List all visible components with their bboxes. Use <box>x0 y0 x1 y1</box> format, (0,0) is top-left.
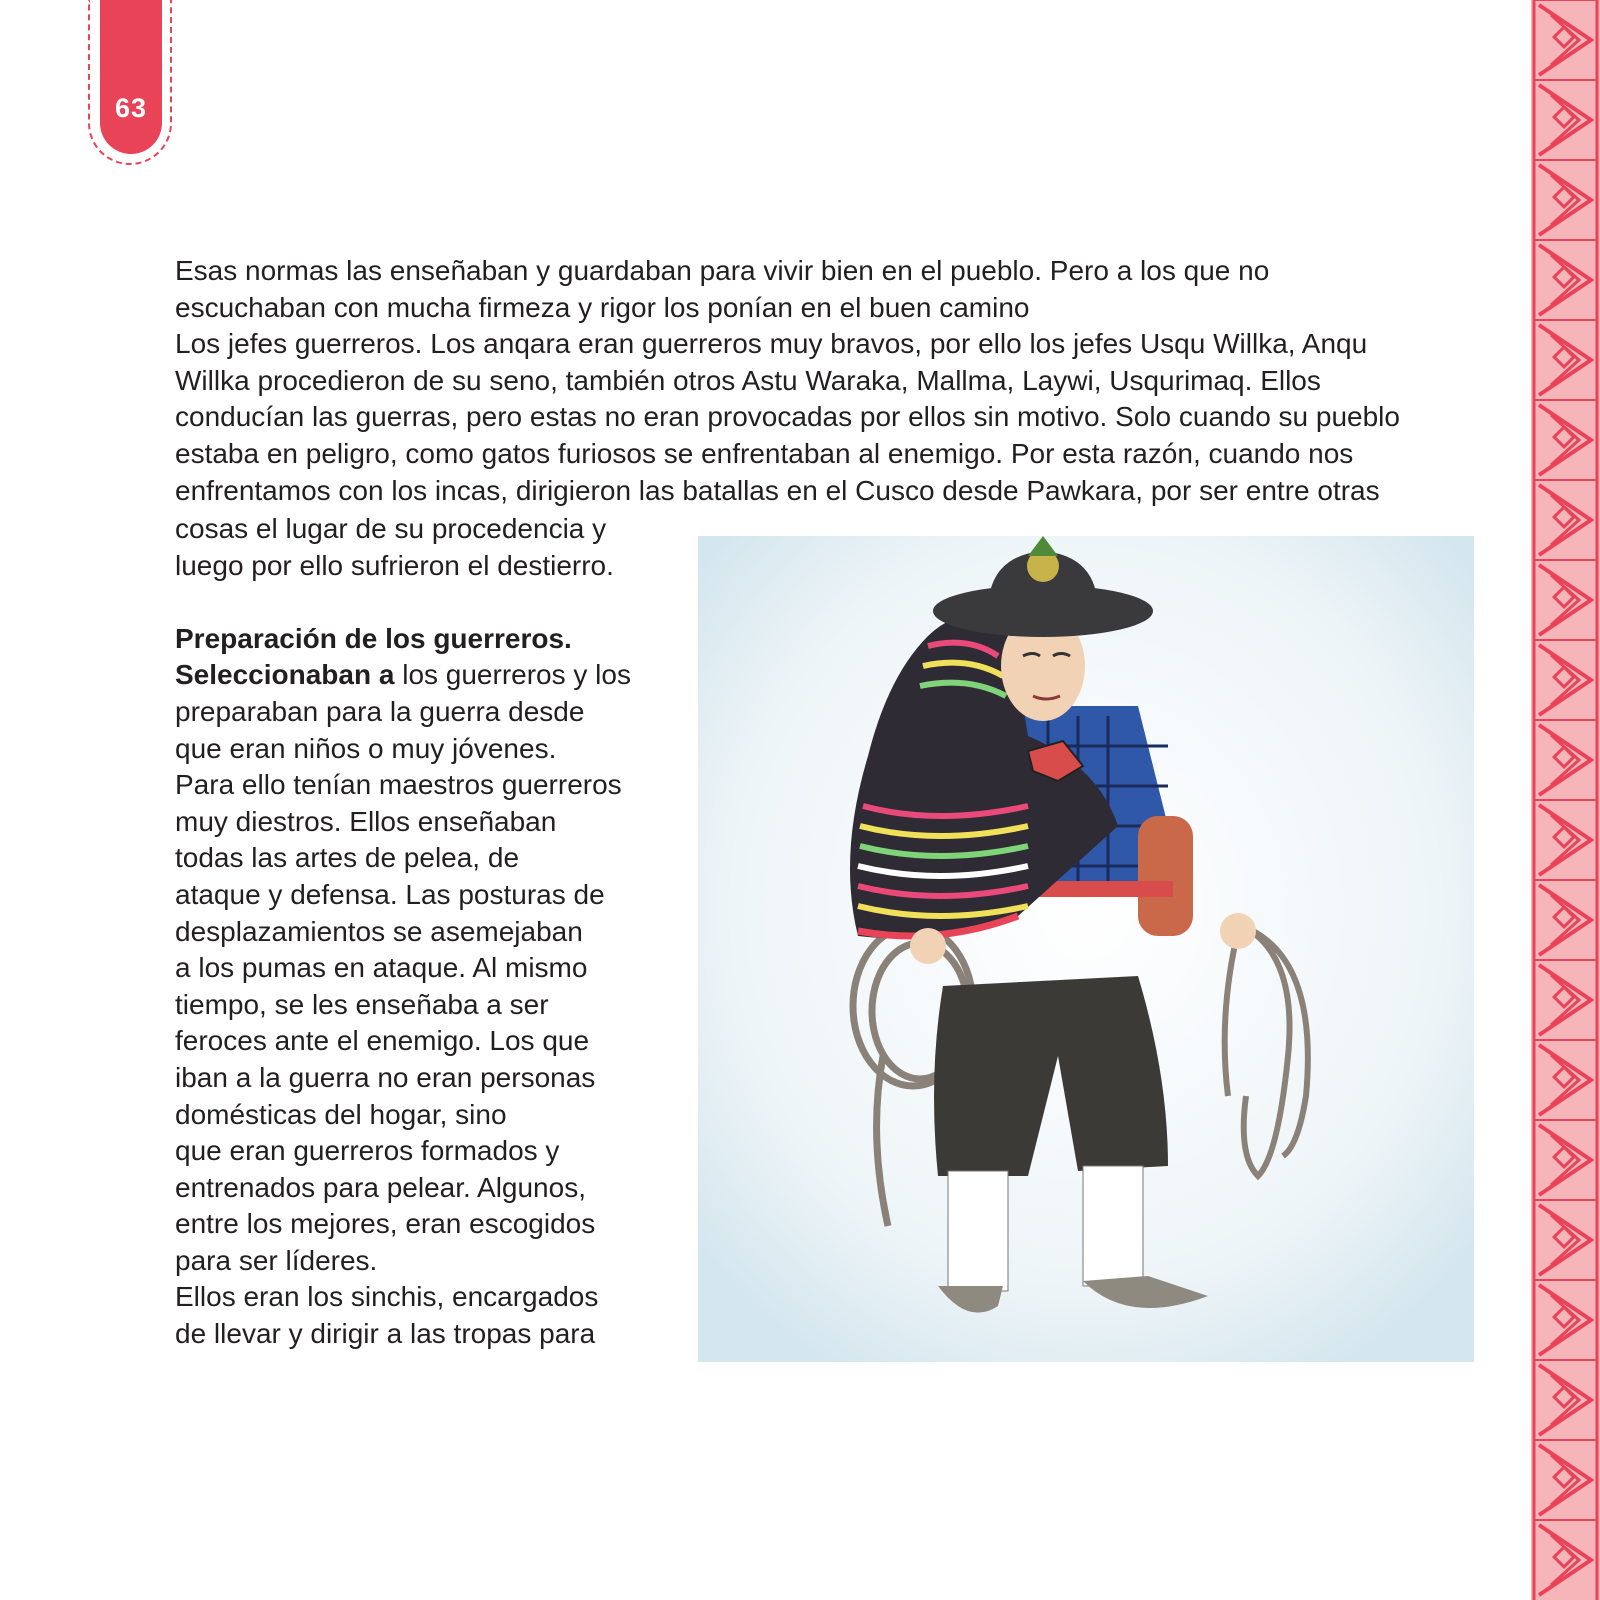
paragraph-line: muy diestros. Ellos enseñaban <box>175 805 557 837</box>
chiefs-first-line <box>175 326 1475 363</box>
paragraph-line: todas las artes de pelea, de <box>175 842 520 874</box>
preparation-heading <box>175 621 675 658</box>
left-legging <box>948 1171 1008 1291</box>
paragraph-line: estaba en peligro, como gatos furiosos se enfrentaban al enemigo. Por esta razón, cuando nos <box>175 437 1354 469</box>
decorative-border-pattern <box>1531 0 1600 1600</box>
right-hand <box>1220 913 1256 949</box>
paragraph-line: enfrentamos con los incas, dirigieron las batallas en el Cusco desde Pawkara, por ser entre otras <box>175 474 1380 506</box>
paragraph-line: Esas normas las enseñaban y guardaban para vivir bien en el pueblo. Pero a los que no <box>175 255 1270 286</box>
paragraph-spacer <box>175 584 675 621</box>
paragraph-line: a los pumas en ataque. Al mismo <box>175 952 588 984</box>
paragraph-line: cosas el lugar de su procedencia y <box>175 513 607 544</box>
page-number-tab <box>100 0 162 154</box>
paragraph-line: Ellos eran los sinchis, encargados <box>175 1281 599 1313</box>
paragraph-line: entrenados para pelear. Algunos, <box>175 1171 586 1203</box>
main-text-block <box>175 253 1475 509</box>
right-legging <box>1083 1166 1143 1286</box>
paragraph-line: ataque y defensa. Las posturas de <box>175 878 605 910</box>
paragraph-line: luego por ello sufrieron el destierro. <box>175 549 614 581</box>
left-text-column <box>175 511 675 1353</box>
warrior-illustration-icon <box>698 536 1474 1362</box>
lead-bold-text: Seleccionaban a <box>175 659 395 691</box>
andean-pattern-icon <box>1531 0 1600 1600</box>
paragraph-text: los guerreros y los <box>394 659 631 691</box>
paragraph-line: entre los mejores, eran escogidos <box>175 1208 596 1240</box>
paragraph-text: Los anqara eran guerreros muy bravos, por ello los jefes Usqu Willka, Anqu <box>422 328 1368 360</box>
paragraph-line: domésticas del hogar, sino <box>175 1098 507 1130</box>
page-number: 63 <box>114 93 148 123</box>
left-hand <box>910 928 946 964</box>
paragraph-line: preparaban para la guerra desde <box>175 695 585 727</box>
paragraph-line: conducían las guerras, pero estas no eran provocadas por ellos sin motivo. Solo cuando su pueblo <box>175 401 1400 433</box>
section-heading: Preparación de los guerreros. <box>175 622 572 654</box>
chiefs-heading: Los jefes guerreros. <box>175 328 423 360</box>
paragraph-line: Willka procedieron de su seno, también otros Astu Waraka, Mallma, Laywi, Usqurimaq. Ellos <box>175 364 1321 396</box>
paragraph-line: feroces ante el enemigo. Los que <box>175 1025 590 1057</box>
paragraph-line: Para ello tenían maestros guerreros <box>175 769 622 801</box>
paragraph-line: desplazamientos se asemejaban <box>175 915 583 947</box>
paragraph-line: de llevar y dirigir a las tropas para <box>175 1318 596 1350</box>
paragraph-line: tiempo, se les enseñaba a ser <box>175 988 549 1020</box>
paragraph-line: que eran niños o muy jóvenes. <box>175 732 557 764</box>
sleeve <box>1138 816 1193 936</box>
paragraph-line: escuchaban con mucha firmeza y rigor los ponían en el buen camino <box>175 291 1030 323</box>
warrior-illustration <box>698 536 1474 1362</box>
paragraph-line: para ser líderes. <box>175 1244 378 1276</box>
preparation-first-line <box>175 657 675 694</box>
paragraph-line: iban a la guerra no eran personas <box>175 1061 596 1093</box>
paragraph-line: que eran guerreros formados y <box>175 1135 560 1167</box>
